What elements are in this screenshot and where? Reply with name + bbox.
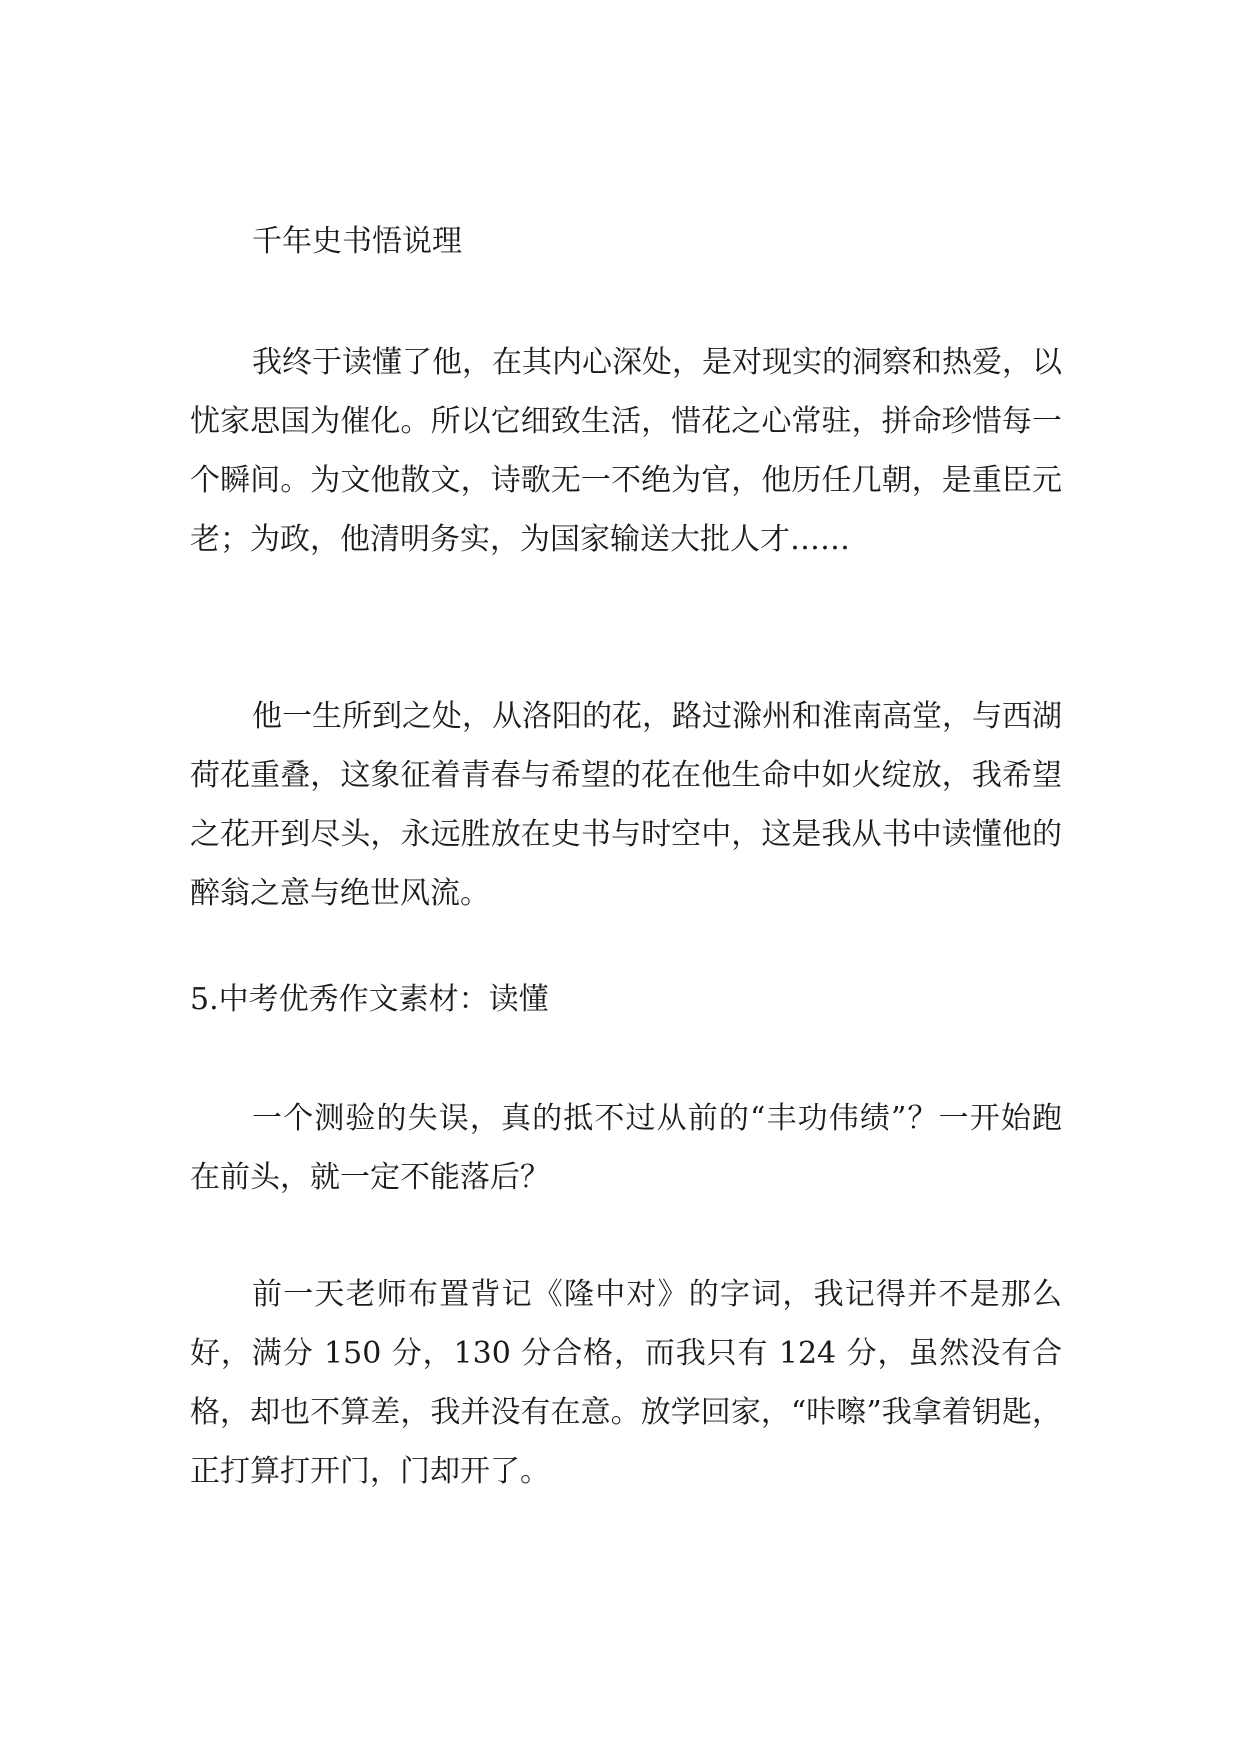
section-heading: 5.中考优秀作文素材：读懂 bbox=[190, 982, 549, 1017]
essay-title: 千年史书悟说理 bbox=[252, 224, 462, 259]
paragraph-2: 他一生所到之处，从洛阳的花，路过滁州和淮南高堂，与西湖荷花重叠，这象征着青春与希望的花在他生命中如火绽放，我希望之花开到尽头，永远胜放在史书与时空中，这是我从书中读懂他的醉翁之意与绝世风流。 bbox=[190, 699, 1062, 911]
paragraph-1: 我终于读懂了他，在其内心深处，是对现实的洞察和热爱，以忧家思国为催化。所以它细致生活，惜花之心常驻，拼命珍惜每一个瞬间。为文他散文，诗歌无一不绝为官，他历任几朝，是重臣元老；为政，他清明务实，为国家输送大批人才…… bbox=[190, 345, 1062, 557]
paragraph-4: 前一天老师布置背记《隆中对》的字词，我记得并不是那么好，满分 150 分，130 分合格，而我只有 124 分，虽然没有合格，却也不算差，我并没有在意。放学回家，“咔嚓”我拿着钥匙，正打算打开门，门却开了。 bbox=[190, 1277, 1062, 1489]
paragraph-3: 一个测验的失误，真的抵不过从前的“丰功伟绩”？一开始跑在前头，就一定不能落后？ bbox=[190, 1101, 1062, 1195]
